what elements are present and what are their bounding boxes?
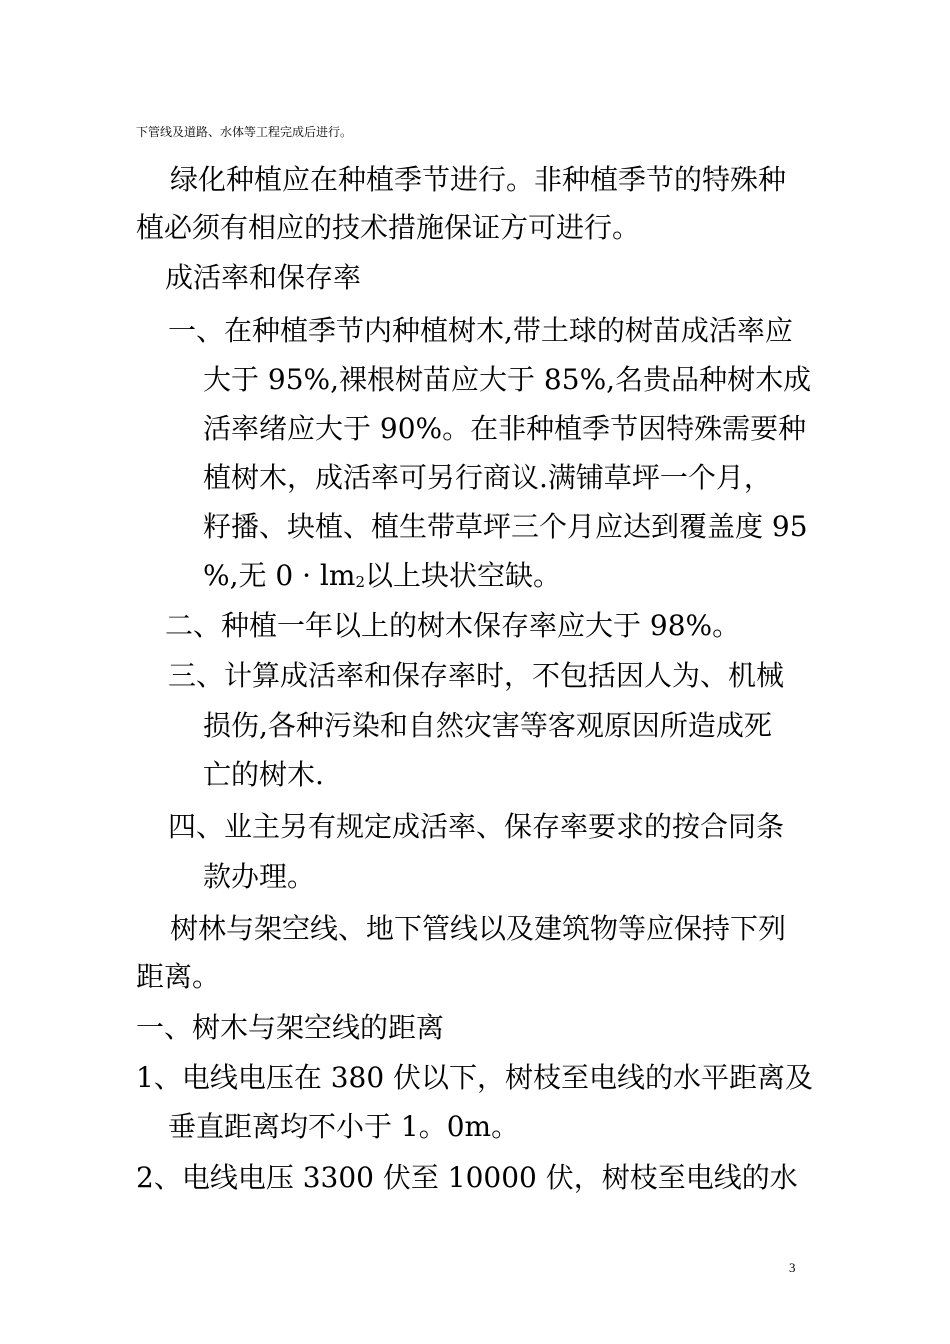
list-item-continuation <box>203 558 561 598</box>
section-heading: 一、树木与架空线的距离 <box>136 1011 445 1044</box>
line-text-tail: 以上块状空缺。 <box>364 559 561 592</box>
list-item-continuation: 籽播、块植、植生带草坪三个月应达到覆盖度 95 <box>203 510 808 543</box>
line-text: %,无 0 · lm <box>203 559 356 592</box>
paragraph-line: 树林与架空线、地下管线以及建筑物等应保持下列 <box>170 912 787 945</box>
list-item-continuation: 亡的树木. <box>203 758 324 791</box>
list-item: 1、电线电压在 380 伏以下，树枝至电线的水平距离及 <box>136 1061 814 1094</box>
section-heading: 成活率和保存率 <box>165 261 362 294</box>
list-item-continuation: 植树木，成活率可另行商议.满铺草坪一个月， <box>203 461 772 494</box>
list-item: 2、电线电压 3300 伏至 10000 伏，树枝至电线的水 <box>136 1161 798 1194</box>
list-item-continuation: 活率绪应大于 90%。在非种植季节因特殊需要种 <box>203 412 807 445</box>
paragraph-line: 绿化种植应在种植季节进行。非种植季节的特殊种 <box>170 163 787 196</box>
list-item-continuation: 款办理。 <box>203 860 316 893</box>
list-item: 一、在种植季节内种植树木,带土球的树苗成活率应 <box>168 314 793 347</box>
superscript-2: 2 <box>355 573 365 591</box>
list-item: 二、种植一年以上的树木保存率应大于 98%。 <box>165 609 741 642</box>
list-item-continuation: 大于 95%,裸根树苗应大于 85%,名贵品种树木成 <box>203 363 812 396</box>
list-item-continuation: 损伤,各种污染和自然灾害等客观原因所造成死 <box>203 709 772 742</box>
list-item-continuation: 垂直距离均不小于 1。0m。 <box>168 1110 520 1143</box>
page-number: 3 <box>789 1260 796 1275</box>
header-fragment: 下管线及道路、水体等工程完成后进行。 <box>136 125 353 139</box>
paragraph-line: 距离。 <box>136 960 221 993</box>
list-item: 三、计算成活率和保存率时，不包括因人为、机械 <box>168 659 785 692</box>
list-item: 四、业主另有规定成活率、保存率要求的按合同条 <box>168 810 785 843</box>
paragraph-line: 植必须有相应的技术措施保证方可进行。 <box>136 211 641 244</box>
